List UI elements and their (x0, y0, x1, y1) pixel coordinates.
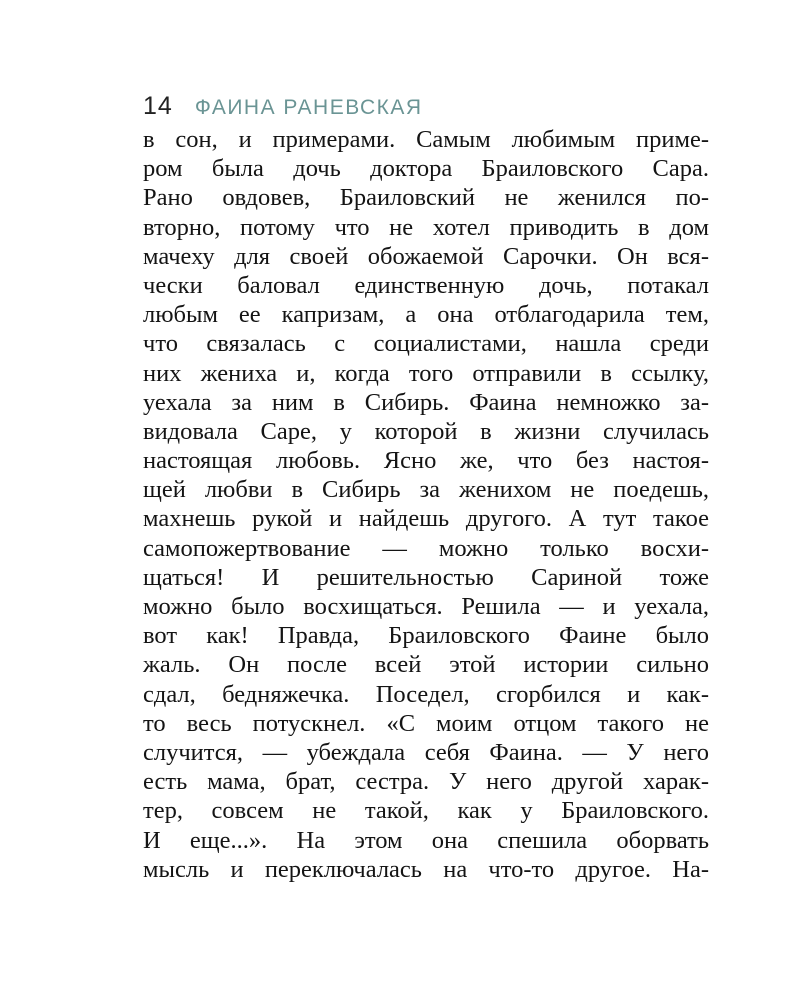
text-line: настоящая любовь. Ясно же, что без настоя- (143, 447, 709, 475)
book-title: ФАИНА РАНЕВСКАЯ (194, 96, 423, 119)
text-line: в сон, и примерами. Самым любимым приме- (143, 126, 709, 153)
text-line: махнешь рукой и найдешь другого. А тут такое (143, 505, 709, 533)
text-line: любым ее капризам, а она отблагодарила тем, (143, 301, 709, 329)
text-line: щаться! И решительностью Сариной тоже (143, 563, 709, 591)
text-line: ром была дочь доктора Браиловского Сара. (143, 155, 709, 183)
text-line: есть мама, брат, сестра. У него другой харак- (143, 768, 709, 796)
text-line: мачеху для своей обожаемой Сарочки. Он вся- (143, 242, 709, 270)
page-number: 14 (143, 92, 173, 120)
text-line: то весь потускнел. «С моим отцом такого не (143, 709, 709, 737)
text-line: вторно, потому что не хотел приводить в дом (143, 213, 709, 241)
body-text (143, 125, 709, 884)
text-line: мысль и переключалась на что-то другое. На- (143, 855, 709, 883)
text-line: щей любви в Сибирь за женихом не поедешь, (143, 476, 709, 504)
text-line: И еще...». На этом она спешила оборвать (143, 826, 709, 854)
text-line: самопожертвование — можно только восхи- (143, 534, 709, 562)
text-line: видовала Саре, у которой в жизни случилась (143, 417, 709, 445)
text-line: Рано овдовев, Браиловский не женился по- (143, 184, 709, 212)
text-line: что связалась с социалистами, нашла среди (143, 330, 709, 358)
text-line: вот как! Правда, Браиловского Фаине было (143, 622, 709, 650)
text-line: уехала за ним в Сибирь. Фаина немножко за- (143, 388, 709, 416)
text-line: них жениха и, когда того отправили в ссылку, (143, 359, 709, 387)
running-head (143, 92, 423, 122)
text-line: тер, совсем не такой, как у Браиловского. (143, 797, 709, 825)
text-line: можно было восхищаться. Решила — и уехала, (143, 593, 709, 620)
text-line: случится, — убеждала себя Фаина. — У него (143, 738, 709, 766)
text-line: жаль. Он после всей этой истории сильно (143, 651, 709, 679)
text-line: сдал, бедняжечка. Поседел, сгорбился и как- (143, 680, 709, 708)
text-line: чески баловал единственную дочь, потакал (143, 271, 709, 299)
